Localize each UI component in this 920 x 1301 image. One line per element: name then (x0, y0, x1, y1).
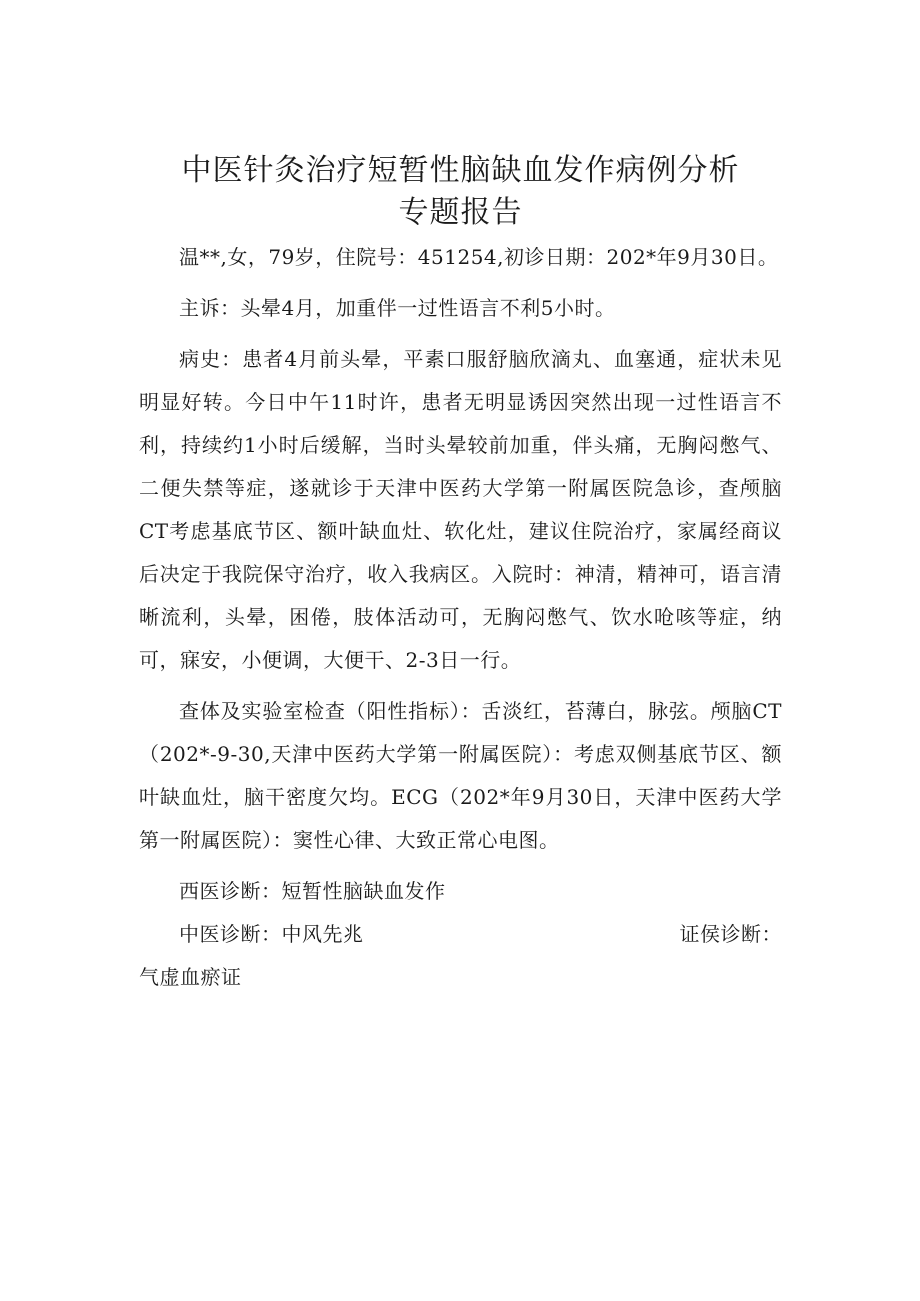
medical-history: 病史：患者4月前头晕，平素口服舒脑欣滴丸、血塞通，症状未见明显好转。今日中午11时许，患者无明显诱因突然出现一过性语言不利，持续约1小时后缓解，当时头晕较前加重，伴头痛，无胸闷憋气、二便失禁等症，遂就诊于天津中医药大学第一附属医院急诊，查颅脑CT考虑基底节区、额叶缺血灶、软化灶，建议住院治疗，家属经商议后决定于我院保守治疗，收入我病区。入院时：神清，精神可，语言清晰流利，头晕，困倦，肢体活动可，无胸闷憋气、饮水呛咳等症，纳可，寐安，小便调，大便干、2-3日一行。 (139, 347, 782, 672)
tcm-diagnosis: 中医诊断：中风先兆 (179, 922, 364, 946)
title-line-1: 中医针灸治疗短暂性脑缺血发作病例分析 (181, 153, 740, 188)
examination: 查体及实验室检查（阳性指标）：舌淡红，苔薄白，脉弦。颅脑CT（202*-9-30,天津中医药大学第一附属医院）：考虑双侧基底节区、额叶缺血灶，脑干密度欠均。ECG（202*年9月30日，天津中医药大学第一附属医院）：窦性心律、大致正常心电图。 (139, 699, 782, 852)
syndrome-value: 气虚血瘀证 (139, 965, 242, 989)
syndrome-label: 证侯诊断： (679, 922, 782, 946)
chief-complaint: 主诉：头晕4月，加重伴一过性语言不利5小时。 (179, 296, 616, 320)
patient-info: 温**,女，79岁，住院号：451254,初诊日期：202*年9月30日。 (179, 245, 779, 269)
diagnosis-row (139, 913, 782, 956)
title-line-2: 专题报告 (398, 195, 523, 230)
western-diagnosis: 西医诊断：短暂性脑缺血发作 (179, 879, 446, 903)
